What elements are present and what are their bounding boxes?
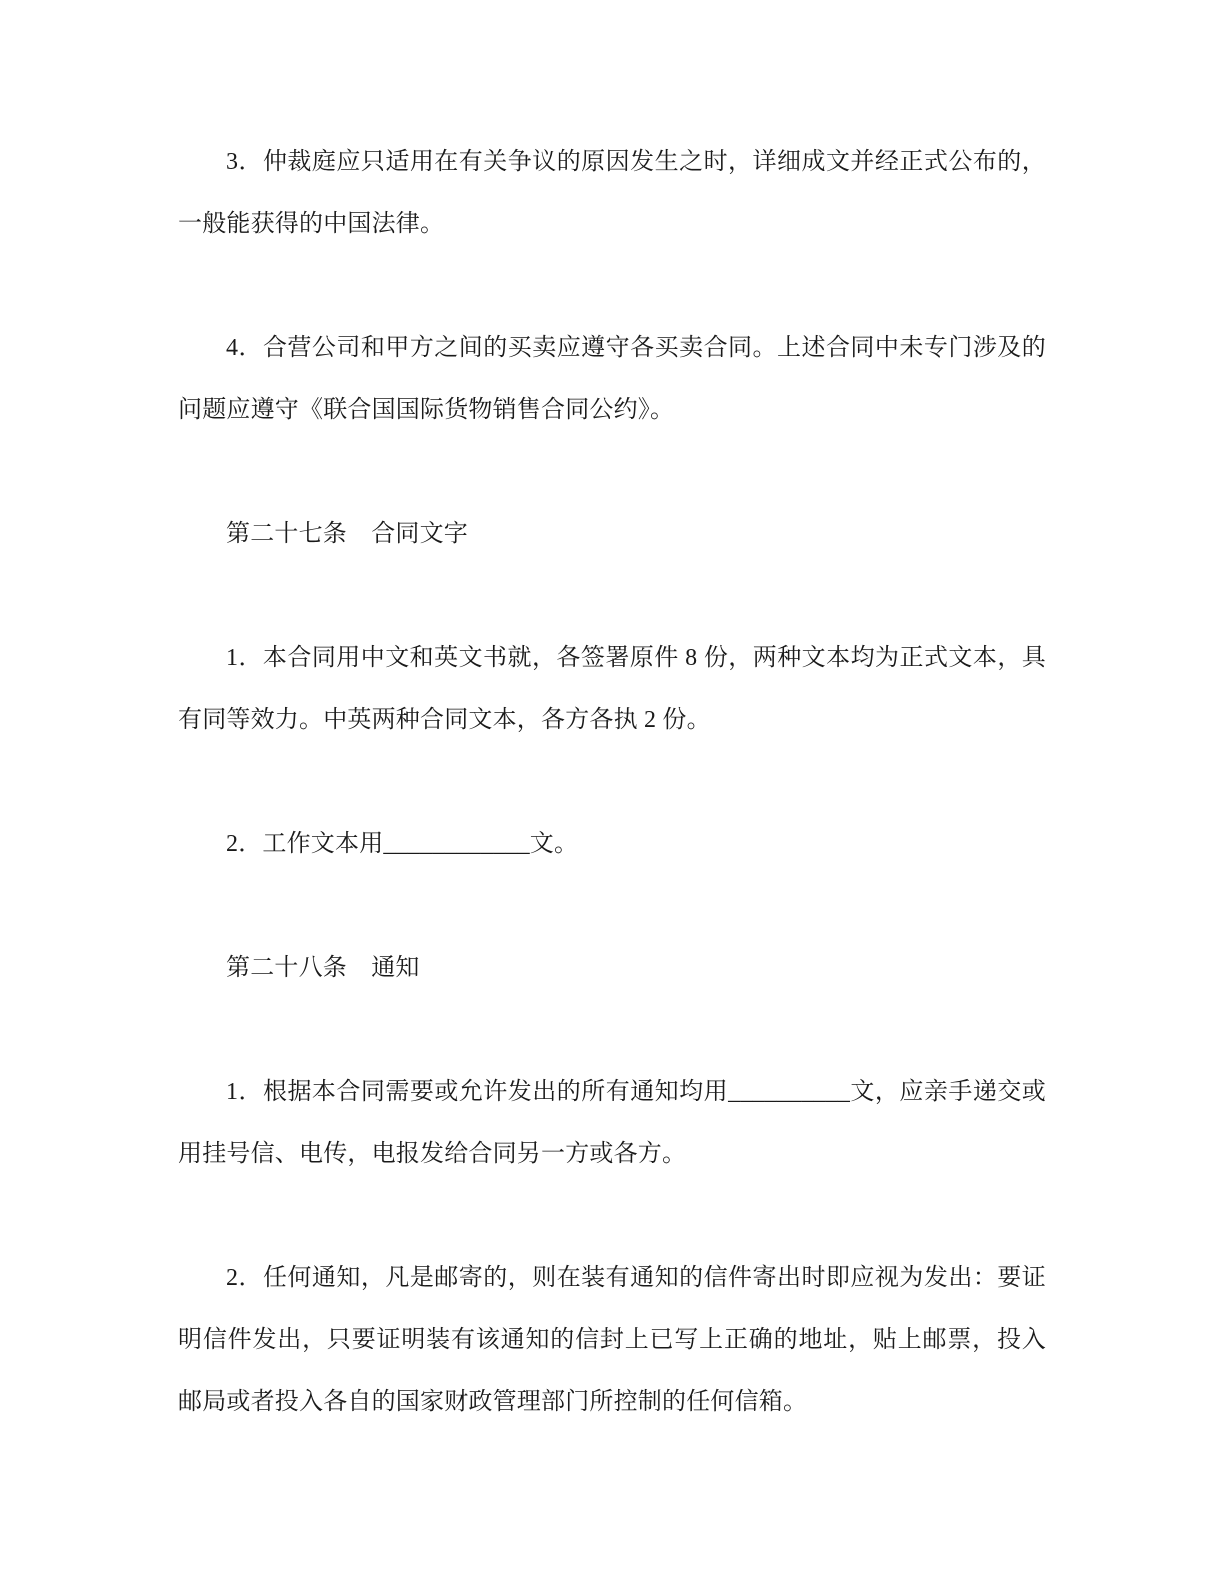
- article-28-clause-2: 2．任何通知，凡是邮寄的，则在装有通知的信件寄出时即应视为发出：要证明信件发出，只要证明装有该通知的信封上已写上正确的地址，贴上邮票，投入邮局或者投入各自的国家财政管理部门所控制的任何信箱。: [178, 1265, 1046, 1415]
- arbitration-clause-3: 3．仲裁庭应只适用在有关争议的原因发生之时，详细成文并经正式公布的，一般能获得的中国法律。: [178, 149, 1046, 237]
- article-27-clause-2-with-blank: 2．工作文本用____________文。: [226, 831, 579, 857]
- article-27-heading: 第二十七条 合同文字: [226, 521, 468, 547]
- article-28-clause-1-with-blank: 1．根据本合同需要或允许发出的所有通知均用__________文，应亲手递交或用挂号信、电传，电报发给合同另一方或各方。: [178, 1079, 1046, 1167]
- arbitration-clause-4: 4．合营公司和甲方之间的买卖应遵守各买卖合同。上述合同中未专门涉及的问题应遵守《联合国国际货物销售合同公约》。: [178, 335, 1046, 423]
- article-28-heading: 第二十八条 通知: [226, 955, 420, 981]
- article-27-clause-1: 1．本合同用中文和英文书就，各签署原件 8 份，两种文本均为正式文本，具有同等效力。中英两种合同文本，各方各执 2 份。: [178, 645, 1046, 733]
